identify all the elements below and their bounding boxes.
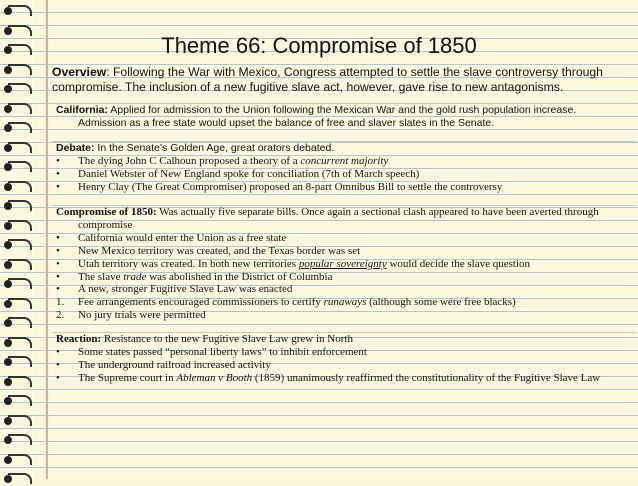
- california-line2: Admission as a free state would upset the balance of free and slaver slates in the Senate.: [78, 116, 495, 129]
- item-text: Fee arrangements encouraged commissioners to certify: [78, 296, 324, 309]
- debate-section: [52, 141, 636, 194]
- page-title: Theme 66: Compromise of 1850: [161, 33, 477, 58]
- spiral-binding: [0, 0, 40, 479]
- reaction-list: [56, 346, 636, 385]
- california-section: [52, 103, 636, 130]
- bullet-marker: •: [56, 270, 60, 283]
- overview-text: : Following the War with Mexico, Congress attempted to settle the slave controversy through compromise. The inclusion of a new fugitive slave act, however, gave rise to new antagonisms.: [52, 65, 603, 94]
- item-text-after: would decide the slave question: [386, 257, 531, 270]
- spiral-ring: [2, 219, 30, 233]
- bullet-marker: •: [56, 257, 60, 270]
- list-item: [56, 232, 636, 245]
- compromise-label: Compromise of 1850:: [56, 206, 157, 218]
- spiral-ring: [2, 102, 30, 116]
- debate-label: Debate:: [56, 142, 95, 154]
- bullet-marker: •: [56, 345, 60, 358]
- bullet-marker: •: [56, 167, 60, 180]
- spiral-ring: [2, 336, 30, 350]
- overview-label: Overview: [52, 65, 107, 79]
- spiral-ring: [2, 433, 30, 447]
- california-line1: Applied for admission to the Union following the Mexican War and the gold rush population increase.: [107, 104, 577, 116]
- bullet-marker: •: [56, 231, 60, 244]
- bullet-marker: 1.: [56, 296, 65, 309]
- list-item: [56, 346, 636, 359]
- list-item: [56, 245, 636, 258]
- item-emphasis: trade: [123, 270, 147, 283]
- list-item: [56, 168, 636, 181]
- spiral-ring: [2, 63, 30, 77]
- compromise-text2: compromise: [78, 218, 133, 231]
- list-item: [56, 309, 636, 322]
- spiral-ring: [2, 238, 30, 252]
- compromise-section: [52, 205, 636, 322]
- compromise-text: Was actually five separate bills. Once again a sectional clash appeared to have been averted through: [156, 206, 599, 218]
- bullet-marker: 2.: [56, 309, 65, 322]
- spiral-ring: [2, 82, 30, 96]
- debate-text: In the Senate’s Golden Age, great orators debated.: [94, 142, 335, 154]
- spiral-ring: [2, 160, 30, 174]
- item-emphasis: popular sovereignty: [298, 257, 387, 270]
- item-text: Daniel Webster of New England spoke for conciliation (7th of March speech): [78, 167, 420, 180]
- item-emphasis: concurrent majority: [300, 154, 389, 167]
- item-text: Henry Clay (The Great Compromiser) proposed an 8-part Omnibus Bill to settle the controversy: [78, 180, 503, 193]
- list-item: [56, 258, 636, 271]
- bullet-marker: •: [56, 180, 60, 193]
- item-text-after: (although some were free blacks): [366, 296, 516, 309]
- item-text: New Mexico territory was created, and the Texas border was set: [78, 244, 361, 257]
- reaction-section: [52, 332, 636, 385]
- list-item: [56, 359, 636, 372]
- spiral-ring: [2, 277, 30, 291]
- spiral-ring: [2, 297, 30, 311]
- spiral-ring: [2, 4, 30, 18]
- list-item: [56, 181, 636, 194]
- debate-list: [56, 155, 636, 194]
- spiral-ring: [2, 258, 30, 272]
- item-text: The underground railroad increased activity: [78, 358, 271, 371]
- spiral-ring: [2, 472, 30, 486]
- spiral-ring: [2, 414, 30, 428]
- compromise-list: [56, 232, 636, 322]
- spiral-ring: [2, 453, 30, 467]
- item-emphasis: runaways: [323, 296, 367, 309]
- bullet-marker: •: [56, 244, 60, 257]
- item-text-after: (1859) unanimously reaffirmed the constitutionality of the Fugitive Slave Law: [252, 371, 601, 384]
- item-text-after: was abolished in the District of Columbia: [146, 270, 333, 283]
- bullet-marker: •: [56, 371, 60, 384]
- bullet-marker: •: [56, 283, 60, 296]
- margin-line: [46, 0, 48, 479]
- spiral-ring: [2, 355, 30, 369]
- list-item: [56, 372, 636, 385]
- item-text: The slave: [78, 270, 124, 283]
- item-text: The Supreme court in: [78, 371, 177, 384]
- spiral-ring: [2, 394, 30, 408]
- list-item: [56, 296, 636, 309]
- overview-paragraph: [52, 65, 632, 95]
- item-text: California would enter the Union as a free state: [78, 231, 287, 244]
- spiral-ring: [2, 375, 30, 389]
- item-text: The dying John C Calhoun proposed a theory of a: [78, 154, 301, 167]
- spiral-ring: [2, 180, 30, 194]
- bullet-marker: •: [56, 154, 60, 167]
- item-text: Some states passed “personal liberty laws” to inhibit enforcement: [78, 345, 367, 358]
- item-text: A new, stronger Fugitive Slave Law was enacted: [78, 283, 293, 296]
- reaction-label: Reaction:: [56, 333, 102, 345]
- item-emphasis: Ableman v Booth: [176, 371, 253, 384]
- list-item: [56, 155, 636, 168]
- spiral-ring: [2, 316, 30, 330]
- bullet-marker: •: [56, 358, 60, 371]
- list-item: [56, 271, 636, 284]
- reaction-text: Resistance to the new Fugitive Slave Law grew in North: [101, 333, 353, 345]
- spiral-ring: [2, 199, 30, 213]
- spiral-ring: [2, 141, 30, 155]
- item-text: Utah territory was created. In both new territories: [78, 257, 299, 270]
- item-text: No jury trials were permitted: [78, 309, 206, 322]
- california-label: California:: [56, 104, 108, 116]
- spiral-ring: [2, 121, 30, 135]
- list-item: [56, 283, 636, 296]
